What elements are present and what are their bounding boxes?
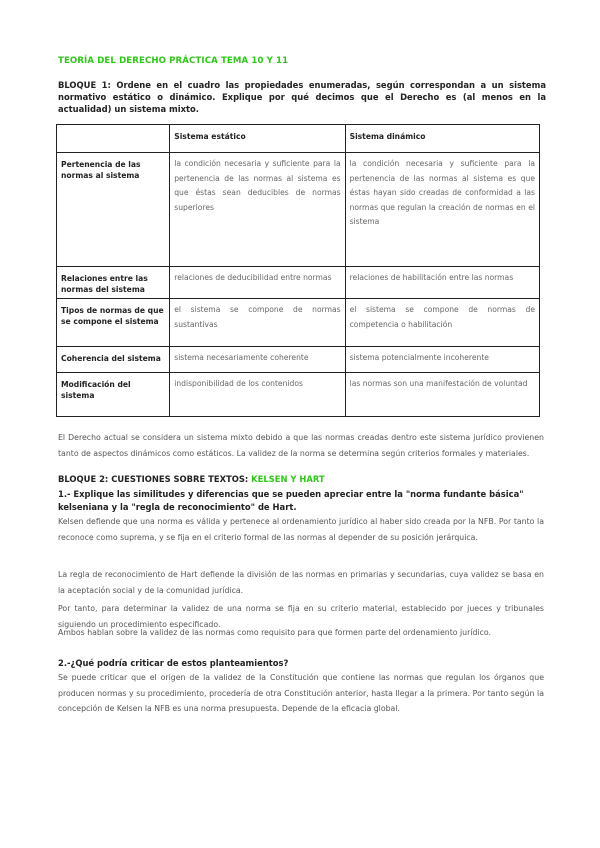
row-label: Relaciones entre las normas del sistema xyxy=(57,267,170,299)
row-label: Coherencia del sistema xyxy=(57,347,170,373)
static-cell: la condición necesaria y suficiente para la pertenencia de las normas al sistema es que éstas sean deducibles de normas superiores xyxy=(170,153,345,267)
answer-1-paragraph: Kelsen defiende que una norma es válida y pertenece al ordenamiento jurídico al haber sido creada por la NFB. Por tanto la reconoce como suprema, y se fija en el criterio formal de las normas al depender de su posición jerárquica. xyxy=(58,517,544,542)
answer-2-paragraph: Se puede criticar que el origen de la validez de la Constitución que contiene las normas que regulan los órganos que producen normas y su procedimiento, procedería de otra Constitución anterior, hasta llegar a la primera. Por tanto según la concepción de Kelsen la NFB es una norma presupuesta. Depende de la eficacia global. xyxy=(58,673,544,713)
static-cell: sistema necesariamente coherente xyxy=(170,347,345,373)
question-1: 1.- Explique las similitudes y diferencias que se pueden apreciar entre la "norma fundante básica" kelseniana y la "regla de reconocimiento" de Hart. xyxy=(58,489,524,512)
answer-1-paragraph: La regla de reconocimiento de Hart defiende la división de las normas en primarias y secundarias, cuya validez se basa en la aceptación social y de la comunidad jurídica. xyxy=(58,570,544,595)
dynamic-cell: relaciones de habilitación entre las normas xyxy=(345,267,539,299)
bloque1-heading: BLOQUE 1: Ordene en el cuadro las propiedades enumeradas, según correspondan a un sistema normativo estático o dinámico. Explique por qué decimos que el Derecho es (al menos en la actualidad) un sistema mixto. xyxy=(58,80,546,114)
question-2: 2.-¿Qué podría criticar de estos planteamientos? xyxy=(58,658,289,668)
answer-1-paragraph: Ambos hablan sobre la validez de las normas como requisito para que formen parte del ordenamiento jurídico. xyxy=(58,628,492,637)
bloque2-heading-prefix: BLOQUE 2: CUESTIONES SOBRE TEXTOS: xyxy=(58,474,252,484)
table-row xyxy=(57,347,540,373)
row-label: Pertenencia de las normas al sistema xyxy=(57,153,170,267)
dynamic-cell: el sistema se compone de normas de competencia o habilitación xyxy=(345,299,539,347)
document-title: TEORÍA DEL DERECHO PRÁCTICA TEMA 10 Y 11 xyxy=(58,56,289,66)
table-header-cell: Sistema estático xyxy=(170,125,345,153)
dynamic-cell: las normas son una manifestación de voluntad xyxy=(345,373,539,417)
dynamic-cell: sistema potencialmente incoherente xyxy=(345,347,539,373)
comparison-table xyxy=(56,124,540,417)
mixto-paragraph: El Derecho actual se considera un sistema mixto debido a que las normas creadas dentro este sistema jurídico provienen tanto de aspectos dinámicos como estáticos. La validez de la norma se determina según criterios formales y materiales. xyxy=(58,433,544,458)
table-row xyxy=(57,153,540,267)
table-header-cell xyxy=(57,125,170,153)
table-row xyxy=(57,373,540,417)
bloque2-heading-highlight: KELSEN Y HART xyxy=(251,474,325,484)
answer-1-paragraph: Por tanto, para determinar la validez de una norma se fija en su criterio material, establecido por jueces y tribunales siguiendo un procedimiento especificado. xyxy=(58,604,544,629)
static-cell: relaciones de deducibilidad entre normas xyxy=(170,267,345,299)
table-header-row xyxy=(57,125,540,153)
static-cell: el sistema se compone de normas sustantivas xyxy=(170,299,345,347)
table-row xyxy=(57,267,540,299)
table-header-cell: Sistema dinámico xyxy=(345,125,539,153)
static-cell: indisponibilidad de los contenidos xyxy=(170,373,345,417)
table-row xyxy=(57,299,540,347)
row-label: Tipos de normas de que se compone el sistema xyxy=(57,299,170,347)
bloque2-heading xyxy=(58,473,544,486)
dynamic-cell: la condición necesaria y suficiente para la pertenencia de las normas al sistema es que éstas hayan sido creadas de conformidad a las normas que regulan la creación de normas en el sistema xyxy=(345,153,539,267)
row-label: Modificación del sistema xyxy=(57,373,170,417)
